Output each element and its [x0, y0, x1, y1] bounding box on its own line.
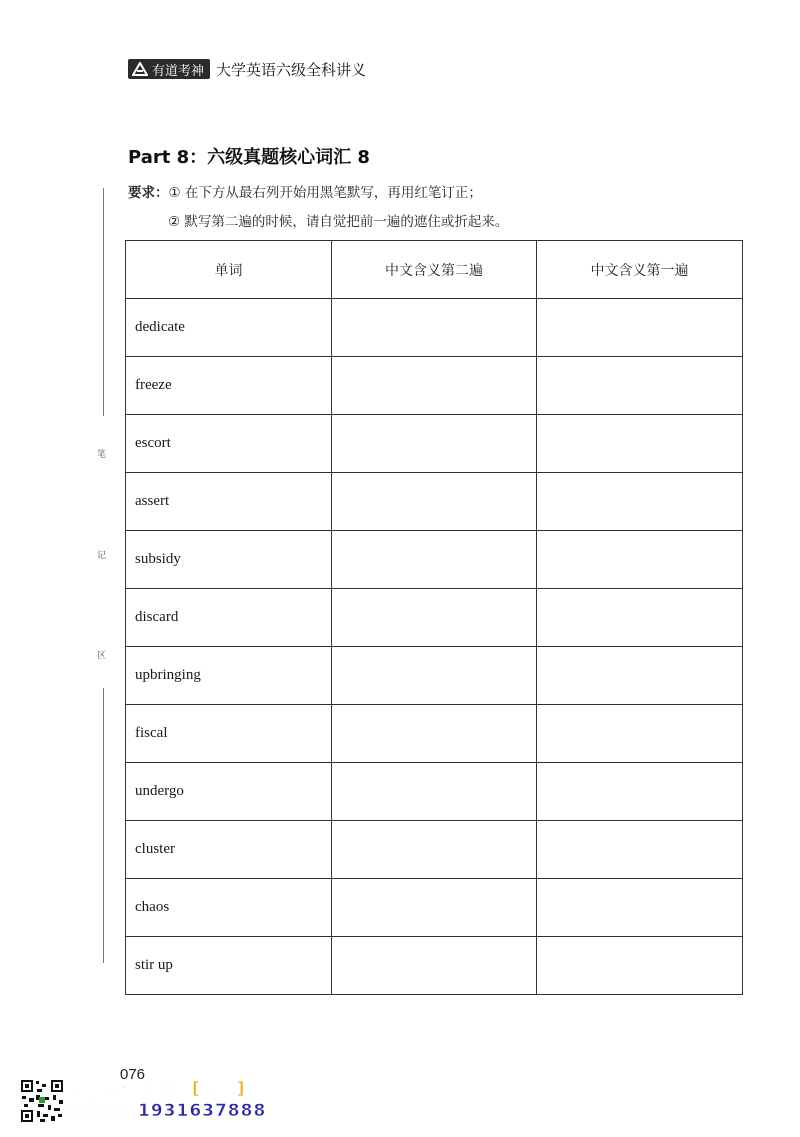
- meaning-first-cell[interactable]: [537, 589, 743, 647]
- meaning-second-cell[interactable]: [332, 589, 537, 647]
- qr-code-icon: [20, 1079, 64, 1123]
- meaning-second-cell[interactable]: [332, 879, 537, 937]
- brand-name: 有道考神: [152, 63, 205, 79]
- word-cell: cluster: [126, 821, 332, 879]
- meaning-first-cell[interactable]: [537, 531, 743, 589]
- table-row: [126, 879, 743, 937]
- meaning-first-cell[interactable]: [537, 473, 743, 531]
- table-row: [126, 415, 743, 473]
- brand-logo-icon: [132, 62, 148, 76]
- meaning-second-cell[interactable]: [332, 821, 537, 879]
- header-meaning-first: 中文含义第一遍: [537, 241, 743, 299]
- table-row: [126, 763, 743, 821]
- page-header: [128, 58, 366, 80]
- word-cell: dedicate: [126, 299, 332, 357]
- meaning-first-cell[interactable]: [537, 415, 743, 473]
- table-row: [126, 589, 743, 647]
- meaning-second-cell[interactable]: [332, 357, 537, 415]
- meaning-first-cell[interactable]: [537, 821, 743, 879]
- meaning-first-cell[interactable]: [537, 705, 743, 763]
- word-cell: subsidy: [126, 531, 332, 589]
- side-note-char-3: 区: [97, 651, 107, 661]
- part-title: Part 8：六级真题核心词汇 8: [128, 147, 370, 168]
- brand-badge: [128, 59, 210, 79]
- meaning-second-cell[interactable]: [332, 705, 537, 763]
- word-cell: assert: [126, 473, 332, 531]
- meaning-first-cell[interactable]: [537, 299, 743, 357]
- table-row: [126, 357, 743, 415]
- promo-line-2: 联系微信1931637888: [66, 1101, 267, 1121]
- side-note-char-1: 笔: [97, 450, 107, 460]
- requirement-text-2: ② 默写第二遍的时候，请自觉把前一遍的遮住或折起来。: [168, 214, 509, 230]
- meaning-first-cell[interactable]: [537, 937, 743, 995]
- word-cell: upbringing: [126, 647, 332, 705]
- word-cell: discard: [126, 589, 332, 647]
- vocab-table: [125, 240, 743, 995]
- meaning-first-cell[interactable]: [537, 879, 743, 937]
- table-row: [126, 473, 743, 531]
- word-cell: undergo: [126, 763, 332, 821]
- word-cell: stir up: [126, 937, 332, 995]
- meaning-second-cell[interactable]: [332, 531, 537, 589]
- side-note-char-2: 记: [97, 551, 107, 561]
- meaning-second-cell[interactable]: [332, 937, 537, 995]
- table-row: [126, 299, 743, 357]
- word-cell: freeze: [126, 357, 332, 415]
- notes-margin-line-top: [103, 188, 104, 416]
- table-row: [126, 705, 743, 763]
- word-cell: fiscal: [126, 705, 332, 763]
- meaning-first-cell[interactable]: [537, 763, 743, 821]
- table-row: [126, 937, 743, 995]
- header-word: 单词: [126, 241, 332, 299]
- table-row: [126, 647, 743, 705]
- table-row: [126, 821, 743, 879]
- meaning-second-cell[interactable]: [332, 647, 537, 705]
- meaning-second-cell[interactable]: [332, 473, 537, 531]
- meaning-first-cell[interactable]: [537, 357, 743, 415]
- footer-promo: [66, 1078, 266, 1122]
- meaning-second-cell[interactable]: [332, 763, 537, 821]
- requirement-text-1: ① 在下方从最右列开始用黑笔默写，再用红笔订正；: [168, 185, 482, 201]
- requirement-label: 要求：: [128, 185, 169, 201]
- word-cell: escort: [126, 415, 332, 473]
- table-header-row: [126, 241, 743, 299]
- meaning-second-cell[interactable]: [332, 415, 537, 473]
- table-row: [126, 531, 743, 589]
- word-cell: chaos: [126, 879, 332, 937]
- promo-line-1: 配套课程公众号[研大]: [66, 1079, 246, 1099]
- requirement-line-2: [168, 210, 508, 230]
- notes-margin-line-bottom: [103, 688, 104, 963]
- header-title: 大学英语六级全科讲义: [216, 60, 367, 79]
- page-number: 076: [120, 1066, 146, 1083]
- meaning-second-cell[interactable]: [332, 299, 537, 357]
- header-meaning-second: 中文含义第二遍: [332, 241, 537, 299]
- requirement-line-1: [128, 181, 482, 201]
- meaning-first-cell[interactable]: [537, 647, 743, 705]
